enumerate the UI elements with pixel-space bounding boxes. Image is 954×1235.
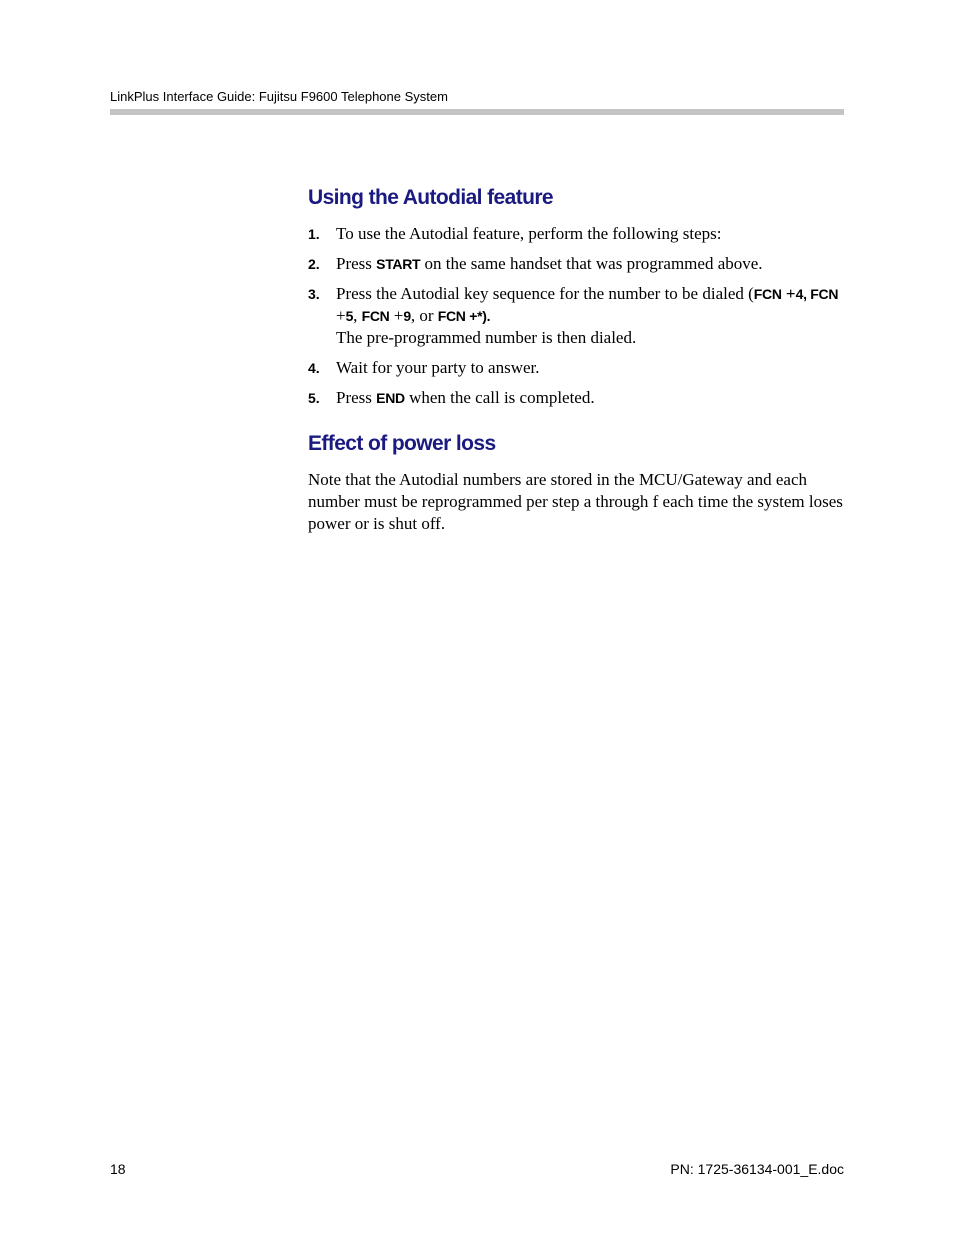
step-number: 4. [308, 360, 320, 376]
key-fcn: FCN [753, 286, 782, 302]
list-item [308, 387, 844, 409]
key-plus: + [781, 284, 796, 303]
key-fcn-star: FCN +*). [437, 308, 491, 324]
list-item [308, 223, 844, 245]
step-text-post: on the same handset that was programmed above. [420, 254, 763, 273]
step-text-post: when the call is completed. [404, 388, 595, 407]
steps-list [308, 223, 844, 409]
step-number: 1. [308, 226, 320, 242]
main-content [308, 183, 844, 535]
step-text-pre: Press [336, 254, 377, 273]
step-number: 2. [308, 256, 320, 272]
step-number: 3. [308, 286, 320, 302]
key-plus: + [336, 306, 346, 325]
separator-text: , or [410, 306, 438, 325]
body-paragraph: Note that the Autodial numbers are stored in the MCU/Gateway and each number must be reprogrammed per step a through f each time the system loses power or is shut off. [308, 470, 843, 533]
step-text-pre: Press the Autodial key sequence for the number to be dialed ( [336, 284, 754, 303]
list-item [308, 253, 844, 275]
page-number: 18 [110, 1161, 126, 1177]
key-plus: + [389, 306, 404, 325]
key-end: END [376, 390, 405, 406]
document-id: PN: 1725-36134-001_E.doc [670, 1161, 844, 1177]
step-text-pre: Press [336, 388, 377, 407]
running-header: LinkPlus Interface Guide: Fujitsu F9600 Telephone System [110, 89, 448, 104]
step-text: Wait for your party to answer. [336, 358, 540, 377]
list-item [308, 283, 844, 349]
section-heading-power-loss: Effect of power loss [308, 432, 496, 455]
step-number: 5. [308, 390, 320, 406]
section-heading-autodial: Using the Autodial feature [308, 186, 553, 209]
key-5: 5 [345, 308, 354, 324]
header-rule [110, 109, 844, 115]
key-start: START [376, 256, 421, 272]
key-fcn: FCN [361, 308, 390, 324]
separator-text: , [353, 306, 362, 325]
step-text: To use the Autodial feature, perform the following steps: [336, 224, 722, 243]
key-4-fcn: 4, FCN [795, 286, 839, 302]
key-9: 9 [403, 308, 411, 324]
list-item [308, 357, 844, 379]
step-text-line2: The pre-programmed number is then dialed. [336, 328, 637, 347]
